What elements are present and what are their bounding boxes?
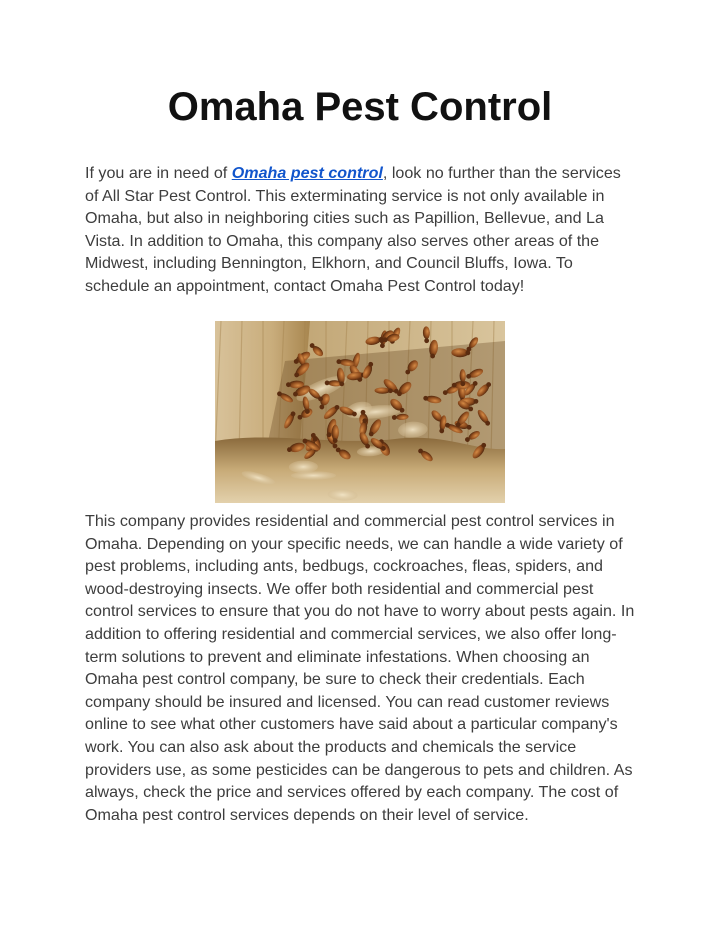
- intro-text-before-link: If you are in need of: [85, 164, 232, 182]
- body-paragraph: This company provides residential and commercial pest control services in Omaha. Depending on your specific needs, we can handle a wide variety of pest problems, including ants, bedbugs, cockroaches, fleas, spiders, and wood-destroying insects. We offer both residential and commercial pest control services to ensure that you do not have to worry about pests again. In addition to offering residential and commercial services, we also offer long-term solutions to prevent and eliminate infestations. When choosing an Omaha pest control company, be sure to check their credentials. Each company should be insured and licensed. You can read customer reviews online to see what other customers have said about a particular company's work. You can also ask about the products and chemicals the service providers use, as some pesticides can be dangerous to pets and children. As always, check the price and services offered by each company. The cost of Omaha pest control services depends on their level of service.: [85, 512, 635, 824]
- intro-text-after-link: , look no further than the services of All Star Pest Control. This exterminating service is not only available in Omaha, but also in neighboring cities such as Papillion, Bellevue, and La Vista. In addition to Omaha, this company also serves other areas of the Midwest, including Bennington, Elkhorn, and Council Bluffs, Iowa. To schedule an appointment, contact Omaha Pest Control today!: [85, 164, 621, 295]
- termites-photo: [215, 321, 505, 503]
- intro-paragraph: [85, 162, 637, 298]
- page-title: Omaha Pest Control: [167, 85, 553, 129]
- omaha-pest-control-link[interactable]: Omaha pest control: [231, 164, 383, 182]
